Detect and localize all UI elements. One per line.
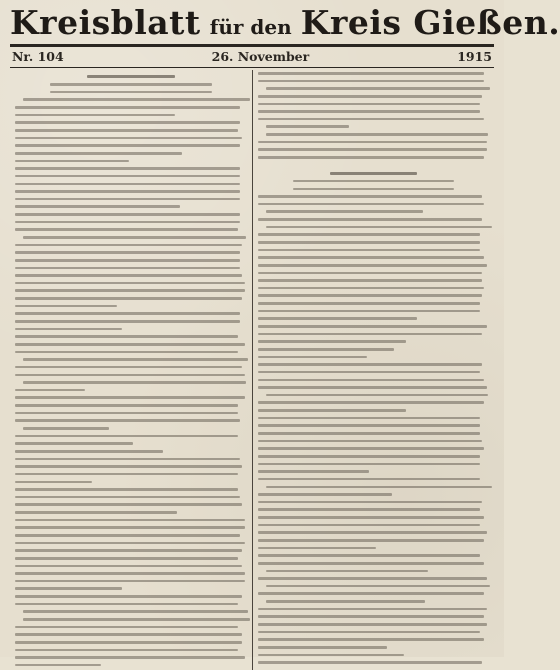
text-line xyxy=(266,486,492,489)
text-line xyxy=(258,440,482,443)
text-line xyxy=(15,488,238,491)
issue-line xyxy=(10,49,494,65)
text-line xyxy=(258,386,487,389)
text-line xyxy=(50,83,212,86)
column-right xyxy=(252,70,494,670)
text-line xyxy=(15,633,242,636)
text-line xyxy=(15,389,85,392)
text-line xyxy=(15,251,240,254)
text-line xyxy=(15,587,122,590)
text-line xyxy=(258,508,480,511)
text-line xyxy=(266,125,349,128)
text-line xyxy=(23,358,248,361)
text-line xyxy=(15,129,238,132)
text-line xyxy=(258,539,484,542)
text-line xyxy=(15,305,117,308)
text-line xyxy=(15,244,242,247)
text-line xyxy=(258,608,487,611)
masthead-rule xyxy=(10,44,494,47)
text-line xyxy=(23,610,248,613)
text-line xyxy=(258,463,480,466)
text-line xyxy=(258,348,394,351)
text-line xyxy=(258,516,484,519)
text-line xyxy=(15,450,163,453)
text-line xyxy=(258,103,480,106)
text-line xyxy=(258,409,406,412)
text-line xyxy=(258,256,484,259)
issue-date: 26. November xyxy=(211,49,310,64)
text-line xyxy=(23,98,250,101)
text-line xyxy=(258,141,487,144)
masthead-title-part-1: Kreisblatt xyxy=(10,3,201,42)
text-line xyxy=(15,205,180,208)
text-line xyxy=(15,458,240,461)
text-line xyxy=(266,87,490,90)
text-line xyxy=(50,91,212,94)
text-line xyxy=(258,562,484,565)
text-line xyxy=(15,121,240,124)
text-line xyxy=(258,455,480,458)
text-line xyxy=(15,267,240,270)
article-heading-line xyxy=(330,172,418,175)
text-line xyxy=(23,236,246,239)
text-line xyxy=(258,615,484,618)
text-line xyxy=(258,554,480,557)
text-line xyxy=(15,442,133,445)
text-line xyxy=(15,503,242,506)
text-line xyxy=(258,195,482,198)
text-line xyxy=(258,287,484,290)
text-line xyxy=(15,595,242,598)
text-line xyxy=(15,152,182,155)
text-line xyxy=(258,577,487,580)
text-columns xyxy=(10,70,494,670)
text-line xyxy=(15,190,240,193)
text-line xyxy=(23,618,250,621)
text-line xyxy=(15,335,238,338)
text-line xyxy=(15,343,245,346)
text-line xyxy=(15,557,238,560)
text-line xyxy=(15,649,238,652)
text-line xyxy=(258,661,482,664)
text-line xyxy=(258,646,387,649)
text-line xyxy=(15,542,245,545)
text-line xyxy=(258,379,484,382)
text-line xyxy=(15,626,238,629)
text-line xyxy=(15,481,92,484)
text-line xyxy=(266,570,428,573)
text-line xyxy=(15,656,245,659)
text-line xyxy=(15,183,240,186)
text-line xyxy=(258,218,482,221)
masthead xyxy=(10,3,560,42)
text-line xyxy=(258,638,484,641)
paragraph-gap xyxy=(258,164,489,169)
text-line xyxy=(15,572,245,575)
text-line xyxy=(15,106,240,109)
text-line xyxy=(15,549,242,552)
text-line xyxy=(15,297,242,300)
text-line xyxy=(15,213,240,216)
text-line xyxy=(258,432,480,435)
text-line xyxy=(258,340,406,343)
text-line xyxy=(258,310,480,313)
text-line xyxy=(15,228,238,231)
text-line xyxy=(258,417,480,420)
text-line xyxy=(258,148,487,151)
text-line xyxy=(15,114,175,117)
text-line xyxy=(15,312,240,315)
text-line xyxy=(266,585,490,588)
text-line xyxy=(266,210,423,213)
text-line xyxy=(15,320,240,323)
text-line xyxy=(258,592,484,595)
issue-rule xyxy=(10,67,494,68)
text-line xyxy=(15,328,122,331)
text-line xyxy=(15,351,238,354)
text-line xyxy=(258,264,487,267)
text-line xyxy=(293,188,455,191)
text-line xyxy=(258,110,480,113)
text-line xyxy=(258,279,482,282)
text-line xyxy=(258,493,392,496)
text-line xyxy=(15,580,245,583)
text-line xyxy=(15,144,240,147)
column-left xyxy=(10,70,252,670)
text-line xyxy=(293,180,455,183)
text-line xyxy=(258,501,482,504)
masthead-title-part-2: für den xyxy=(209,15,292,39)
text-line xyxy=(15,167,240,170)
text-line xyxy=(258,531,487,534)
text-line xyxy=(258,156,484,159)
text-line xyxy=(258,654,404,657)
text-line xyxy=(15,664,101,667)
text-line xyxy=(15,641,242,644)
text-line xyxy=(266,600,425,603)
text-line xyxy=(15,565,242,568)
text-line xyxy=(15,519,245,522)
text-line xyxy=(258,302,480,305)
text-line xyxy=(258,547,376,550)
text-line xyxy=(258,317,417,320)
text-line xyxy=(15,198,240,201)
text-line xyxy=(15,603,238,606)
text-line xyxy=(258,524,480,527)
text-line xyxy=(258,294,482,297)
text-line xyxy=(15,221,240,224)
text-line xyxy=(15,175,240,178)
text-line xyxy=(15,366,242,369)
text-line xyxy=(15,419,240,422)
text-line xyxy=(15,473,238,476)
issue-year: 1915 xyxy=(457,49,492,64)
text-line xyxy=(258,72,484,75)
text-line xyxy=(15,511,177,514)
text-line xyxy=(266,133,488,136)
text-line xyxy=(15,526,245,529)
text-line xyxy=(15,259,240,262)
text-line xyxy=(258,249,480,252)
text-line xyxy=(266,226,492,229)
text-line xyxy=(258,470,369,473)
text-line xyxy=(258,241,480,244)
masthead-title-part-3: Kreis Gießen. xyxy=(300,3,560,42)
text-line xyxy=(15,282,245,285)
text-line xyxy=(15,396,245,399)
text-line xyxy=(258,118,484,121)
text-line xyxy=(258,631,480,634)
text-line xyxy=(258,333,482,336)
text-line xyxy=(23,381,246,384)
text-line xyxy=(258,356,367,359)
text-line xyxy=(15,496,240,499)
text-line xyxy=(15,404,238,407)
text-line xyxy=(15,274,242,277)
text-line xyxy=(15,289,245,292)
text-line xyxy=(258,363,482,366)
text-line xyxy=(15,412,238,415)
text-line xyxy=(258,424,480,427)
text-line xyxy=(15,137,242,140)
text-line xyxy=(258,371,480,374)
text-line xyxy=(258,325,487,328)
text-line xyxy=(258,203,484,206)
text-line xyxy=(15,465,242,468)
text-line xyxy=(15,160,129,163)
text-line xyxy=(258,478,480,481)
text-line xyxy=(23,427,109,430)
text-line xyxy=(258,80,484,83)
text-line xyxy=(258,623,487,626)
text-line xyxy=(258,95,482,98)
text-line xyxy=(258,233,480,236)
text-line xyxy=(258,401,484,404)
text-line xyxy=(266,394,488,397)
text-line xyxy=(15,435,238,438)
article-heading-line xyxy=(87,75,175,78)
text-line xyxy=(15,534,240,537)
text-line xyxy=(258,272,482,275)
text-line xyxy=(258,447,484,450)
issue-number: Nr. 104 xyxy=(12,49,64,64)
text-line xyxy=(15,374,245,377)
